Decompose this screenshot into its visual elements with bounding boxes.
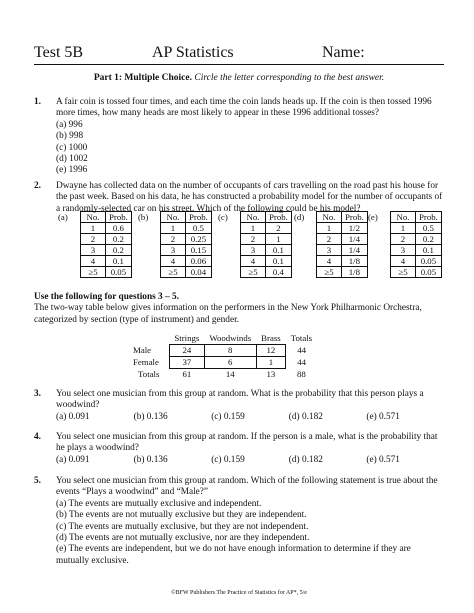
section-intro	[34, 292, 444, 326]
grand-total: 88	[297, 368, 306, 379]
cell: 1/4	[342, 245, 368, 256]
cell: 4	[161, 256, 186, 267]
part-heading	[34, 73, 444, 83]
col-head: Prob.	[186, 212, 212, 223]
question-number: 3.	[34, 389, 41, 399]
option-b[interactable]: (b) 0.136	[133, 411, 168, 422]
cell: 0.4	[266, 267, 292, 278]
col-total: 61	[182, 369, 192, 379]
cell: 0.06	[186, 256, 212, 267]
cell: 4	[241, 256, 266, 267]
option-b[interactable]: (b) 998	[56, 131, 84, 142]
question-number: 4.	[34, 432, 41, 442]
cell: ≥5	[391, 267, 416, 278]
cell: 0.6	[106, 223, 132, 234]
option-label: (c)	[218, 212, 228, 222]
model-table	[390, 211, 442, 278]
cell: 2	[266, 223, 292, 234]
option-a[interactable]: (a) The events are mutually exclusive and independent.	[56, 498, 262, 509]
section-text: The two-way table below gives information on the performers in the New York Philharmonic Orchestra, categorized by section (type of instrument) and gender.	[34, 303, 422, 325]
cell: 1	[81, 223, 106, 234]
option-e[interactable]: (e) 1996	[56, 165, 88, 176]
cell: 2	[81, 234, 106, 245]
cell: 1/8	[342, 267, 368, 278]
corner-cell	[128, 333, 169, 345]
cell: 37	[169, 357, 204, 369]
table-row	[128, 357, 317, 369]
option-label: (e)	[368, 212, 378, 222]
option-b[interactable]: (b) 0.136	[133, 454, 168, 465]
cell: 24	[169, 345, 204, 357]
cell: 1	[391, 223, 416, 234]
question-text: You select one musician from this group at random. Which of the following statement is true about the events “Plays a woodwind” and “Male?”	[56, 476, 438, 498]
section-heading: Use the following for questions 3 – 5.	[34, 292, 179, 302]
option-e[interactable]: (e) 0.571	[366, 454, 400, 465]
cell: 1	[266, 234, 292, 245]
cell: 1/8	[342, 256, 368, 267]
part-instructions: Circle the letter corresponding to the best answer.	[194, 73, 385, 83]
cell: 0.2	[416, 234, 442, 245]
col-head: Prob.	[342, 212, 368, 223]
cell: 4	[391, 256, 416, 267]
option-e[interactable]: (e) The events are independent, but we do not have enough information to determine if they are mutually exclusive.	[56, 544, 411, 566]
cell: 12	[256, 345, 286, 357]
question-text: A fair coin is tossed four times, and each time the coin lands heads up. If the coin is then tossed 1996 more times, how many heads are most likely to appear in these 1996 additional tosses?	[56, 97, 432, 119]
cell: 6	[204, 357, 256, 369]
model-table	[316, 211, 368, 278]
cell: 2	[241, 234, 266, 245]
options-row	[56, 455, 444, 466]
row-label: Male	[133, 345, 152, 355]
page-footer: ©BFW Publishers The Practice of Statistics for AP*, 5/e	[171, 590, 307, 596]
cell: 0.5	[416, 223, 442, 234]
cell: 1/4	[342, 234, 368, 245]
cell: 2	[161, 234, 186, 245]
option-a[interactable]: (a) 996	[56, 119, 83, 130]
option-a[interactable]: (a) 0.091	[56, 411, 90, 422]
option-c[interactable]: (c) 1000	[56, 142, 88, 153]
col-head: Totals	[290, 333, 313, 344]
row-label: Female	[133, 357, 159, 367]
question-text: You select one musician from this group at random. What is the probability that this person plays a woodwind?	[56, 389, 424, 411]
cell: 1	[241, 223, 266, 234]
option-label: (b)	[138, 212, 149, 222]
cell: 3	[161, 245, 186, 256]
course-title: AP Statistics	[152, 44, 234, 61]
question-number: 5.	[34, 476, 41, 486]
cell: ≥5	[241, 267, 266, 278]
option-label: (d)	[294, 212, 305, 222]
cell: 0.1	[266, 256, 292, 267]
totals-row	[128, 369, 317, 381]
cell: 2	[317, 234, 342, 245]
question-4	[34, 432, 444, 466]
col-total: 14	[225, 369, 235, 379]
cell: 3	[241, 245, 266, 256]
cell: 0.05	[416, 267, 442, 278]
option-e[interactable]: (e) 0.571	[366, 411, 400, 422]
cell: 0.2	[106, 234, 132, 245]
option-label: (a)	[58, 212, 68, 222]
cell: 0.15	[186, 245, 212, 256]
col-head: Prob.	[106, 212, 132, 223]
cell: 8	[204, 345, 256, 357]
two-way-table	[128, 333, 317, 380]
table-row	[128, 345, 317, 357]
cell: 0.5	[186, 223, 212, 234]
page-header	[34, 44, 444, 66]
cell: 0.1	[416, 245, 442, 256]
row-label: Totals	[138, 368, 160, 379]
question-text: You select one musician from this group at random. If the person is a male, what is the probability that he plays a woodwind?	[56, 432, 438, 454]
part-label: Part 1: Multiple Choice.	[93, 73, 192, 83]
option-d[interactable]: (d) 1002	[56, 154, 88, 165]
option-a[interactable]: (a) 0.091	[56, 454, 90, 465]
col-head: No.	[161, 212, 186, 223]
cell: ≥5	[81, 267, 106, 278]
cell: 0.1	[266, 245, 292, 256]
option-d[interactable]: (d) 0.182	[288, 411, 323, 422]
cell: 0.25	[186, 234, 212, 245]
cell: 0.2	[106, 245, 132, 256]
options-row	[56, 412, 444, 423]
header-rule	[34, 64, 444, 65]
cell: 4	[317, 256, 342, 267]
row-total: 44	[297, 345, 307, 355]
test-title: Test 5B	[34, 44, 84, 61]
option-d[interactable]: (d) The events are not mutually exclusive, nor are they independent.	[56, 533, 310, 544]
cell: 1/2	[342, 223, 368, 234]
col-head: Prob.	[266, 212, 292, 223]
option-d[interactable]: (d) 0.182	[288, 454, 323, 465]
model-table	[80, 211, 132, 278]
question-number: 2.	[34, 181, 41, 191]
option-b[interactable]: (b) The events are not mutually exclusive but they are independent.	[56, 510, 307, 521]
question-number: 1.	[34, 97, 41, 107]
cell: 0.05	[106, 267, 132, 278]
cell: 3	[391, 245, 416, 256]
col-head: Woodwinds	[209, 333, 252, 343]
col-head: No.	[81, 212, 106, 223]
row-total: 44	[297, 357, 307, 367]
col-head: Brass	[261, 333, 281, 343]
question-5	[34, 476, 444, 567]
question-1	[34, 97, 444, 177]
col-head: No.	[241, 212, 266, 223]
cell: 4	[81, 256, 106, 267]
name-label: Name:	[322, 44, 365, 61]
col-head: No.	[391, 212, 416, 223]
col-head: Strings	[174, 333, 200, 343]
cell: 1	[317, 223, 342, 234]
cell: 2	[391, 234, 416, 245]
col-head: Prob.	[416, 212, 442, 223]
option-c[interactable]: (c) 0.159	[211, 454, 245, 465]
question-3	[34, 389, 444, 423]
model-table	[240, 211, 292, 278]
cell: ≥5	[317, 267, 342, 278]
cell: 1	[161, 223, 186, 234]
col-total: 13	[266, 369, 276, 379]
col-head: No.	[317, 212, 342, 223]
option-c[interactable]: (c) The events are mutually exclusive, but they are not independent.	[56, 521, 309, 532]
cell: 3	[317, 245, 342, 256]
probability-model-options	[34, 211, 444, 281]
cell: ≥5	[161, 267, 186, 278]
model-table	[160, 211, 212, 278]
cell: 0.05	[416, 256, 442, 267]
option-c[interactable]: (c) 0.159	[211, 411, 245, 422]
cell: 0.04	[186, 267, 212, 278]
question-text: Dwayne has collected data on the number of occupants of cars travelling on the road past his house for the past week. Based on his data, he has constructed a probability model for the number of occupants of a randomly-selected car on his street. Which of the following could be his model?	[56, 181, 443, 214]
cell: 3	[81, 245, 106, 256]
cell: 1	[256, 357, 286, 369]
cell: 0.1	[106, 256, 132, 267]
